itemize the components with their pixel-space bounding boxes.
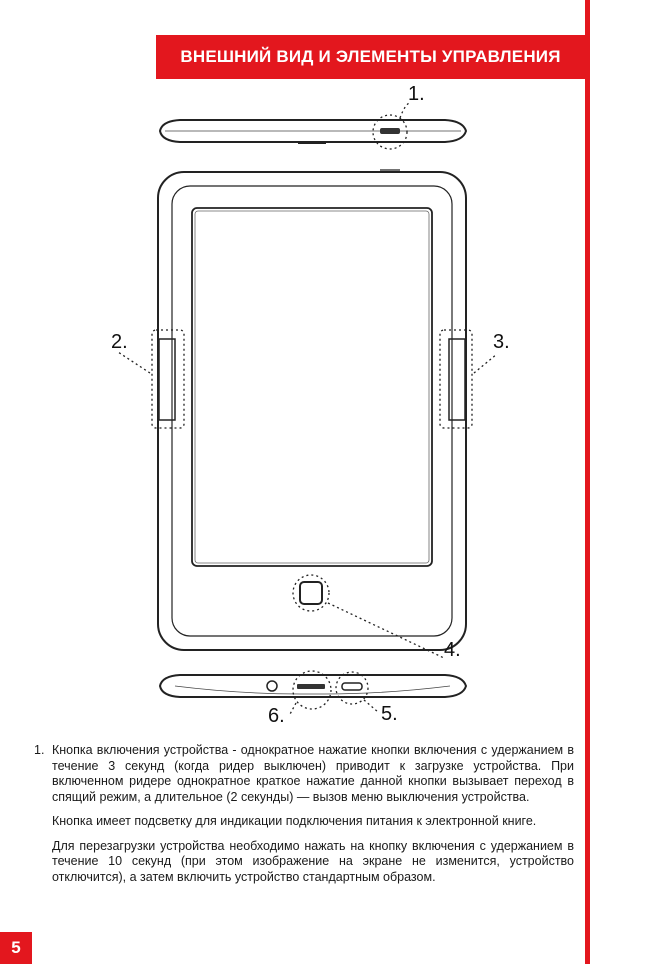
paragraph-power-button: Кнопка включения устройства - однократное нажатие кнопки включения с удержанием в течение 3 секунд (когда ридер выключен) приводит к загрузке устройства. При включенном ридере однократное краткое нажатие данной кнопки вызывает переход в спящий режим, а длительное (2 секунды) — вызов меню выключения устройства.: [52, 743, 574, 804]
section-title: ВНЕШНИЙ ВИД И ЭЛЕМЕНТЫ УПРАВЛЕНИЯ: [180, 47, 561, 66]
list-number: 1.: [34, 743, 45, 757]
power-button-top: [380, 128, 400, 134]
paragraph-backlight: Кнопка имеет подсветку для индикации подключения питания к электронной книге.: [52, 814, 537, 828]
callout-5: 5.: [381, 703, 398, 725]
home-button: [300, 582, 322, 604]
instructions-text: [34, 743, 574, 885]
device-top-view: [160, 102, 466, 149]
page-number: 5: [0, 932, 32, 964]
list-item: [34, 743, 574, 805]
callout-3: 3.: [493, 331, 510, 353]
usb-port: [342, 683, 362, 690]
callout-4: 4.: [444, 639, 461, 661]
callout-6: 6.: [268, 705, 285, 725]
section-header: [156, 35, 585, 79]
callout-2: 2.: [111, 331, 128, 353]
device-front-view: [118, 170, 497, 658]
paragraph-reboot: Для перезагрузки устройства необходимо нажать на кнопку включения с удержанием в течение 10 секунд (при этом изображение на экране не изменится, устройство отключится), а затем включить устройство стандартным образом.: [52, 838, 574, 884]
callout-1: 1.: [408, 83, 425, 105]
device-bottom-view: [160, 671, 466, 716]
device-diagram: [0, 80, 585, 725]
sd-card-slot: [297, 684, 325, 689]
audio-jack: [267, 681, 277, 691]
right-accent-stripe: [585, 0, 590, 964]
